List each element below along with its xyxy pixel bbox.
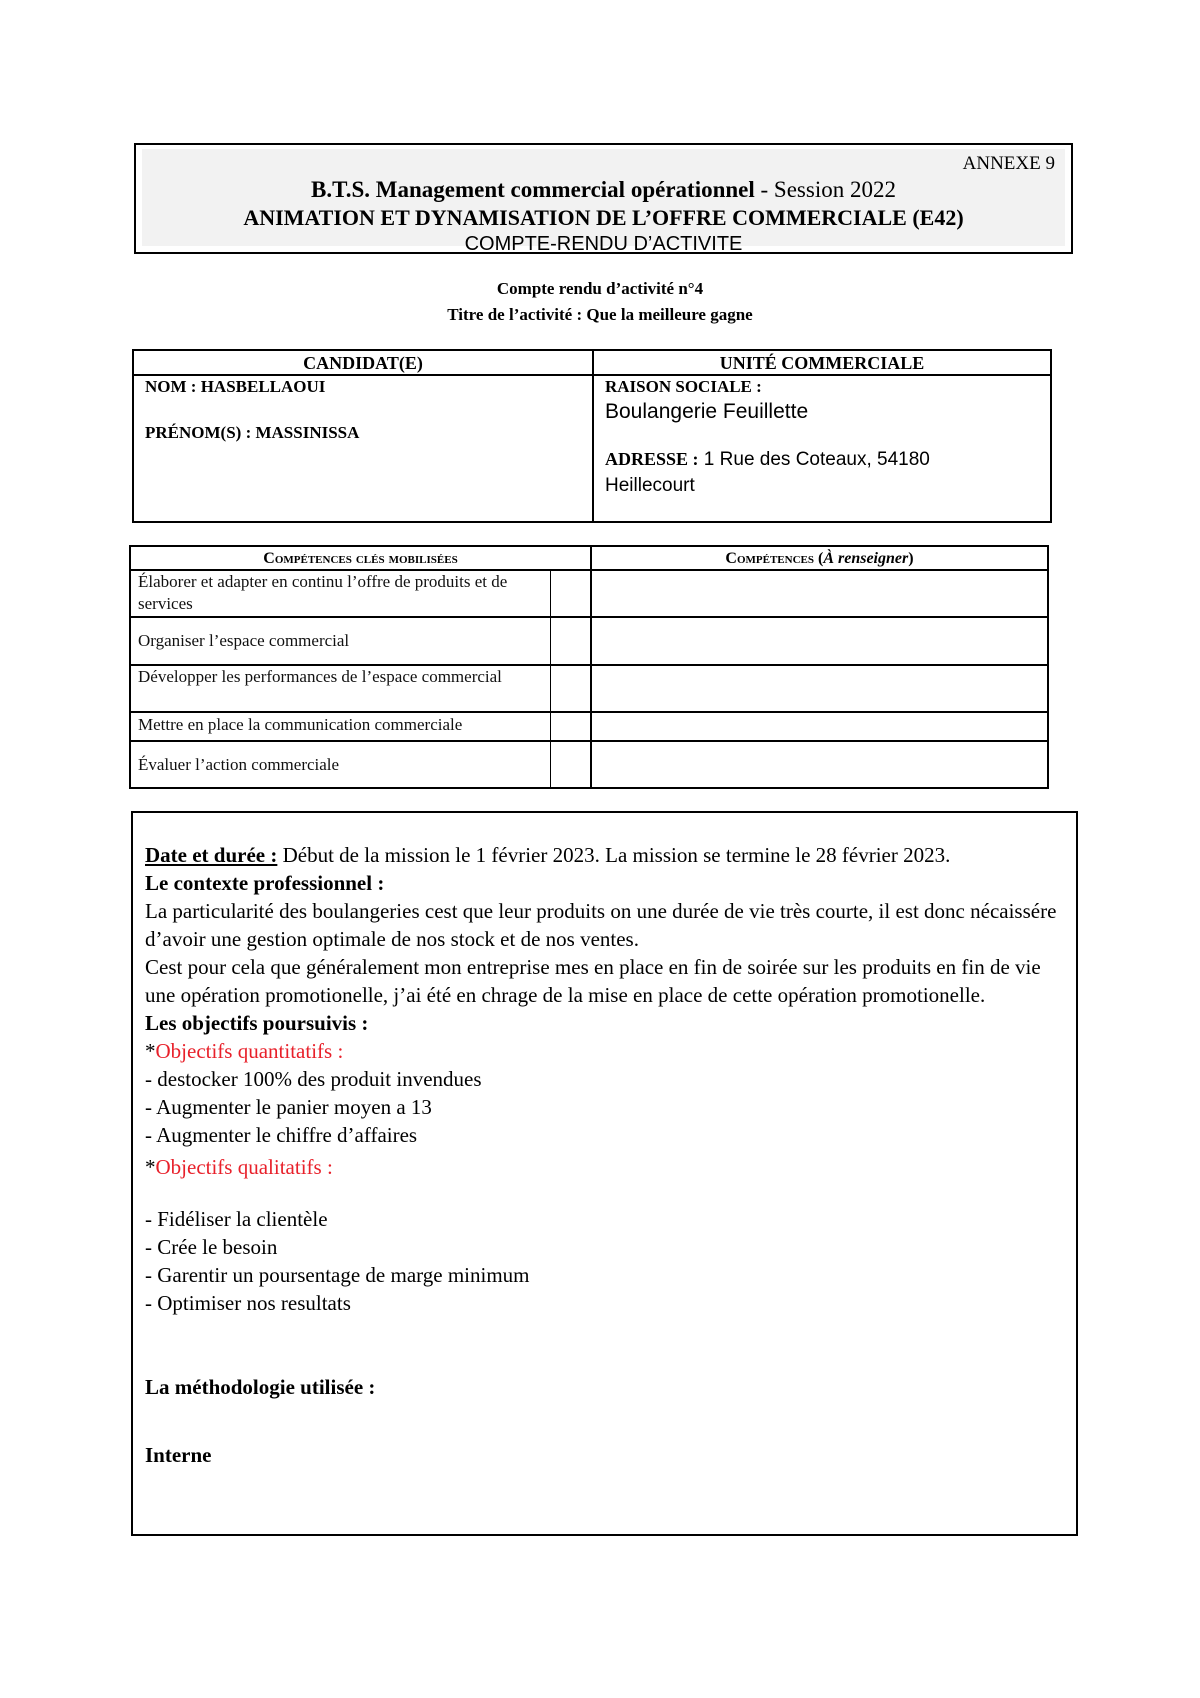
raison-sociale-label: RAISON SOCIALE :: [605, 377, 762, 396]
header-bts-line: [142, 177, 1065, 203]
competences-renseigner-header: [592, 550, 1047, 568]
date-text: Début de la mission le 1 février 2023. La mission se termine le 28 février 2023.: [277, 843, 951, 867]
paren-close: ): [908, 550, 914, 567]
prenom-field: PRÉNOM(S) : MASSINISSA: [145, 423, 360, 442]
header-doc-type: COMPTE-RENDU D’ACTIVITE: [464, 233, 743, 255]
competences-label: Compétences (: [725, 550, 824, 567]
quantitatifs-heading: [145, 1037, 1064, 1065]
candidat-header: CANDIDAT(E): [303, 353, 423, 373]
interne-heading: Interne: [145, 1443, 212, 1467]
adresse-ville: Heillecourt: [605, 475, 695, 496]
list-item: - Garentir un poursentage de marge minimum: [145, 1263, 530, 1287]
report-title: Compte rendu d’activité n°4: [496, 279, 704, 298]
table-divider: [592, 351, 594, 521]
quantitatifs-label: Objectifs quantitatifs :: [155, 1039, 344, 1063]
contexte-paragraph: La particularité des boulangeries cest que leur produits on une durée de vie très courte, il est donc nécaissére d’avoir une gestion optimale de nos stock et de nos ventes.: [145, 899, 1057, 951]
candidat-table: [132, 349, 1052, 523]
objectifs-heading: Les objectifs poursuivis :: [145, 1011, 369, 1035]
adresse-field: [605, 449, 930, 471]
competence-row: [131, 618, 1047, 666]
adresse-value: 1 Rue des Coteaux, 54180: [698, 449, 930, 470]
qualitatifs-heading: [145, 1153, 1064, 1181]
list-item: - Crée le besoin: [145, 1235, 278, 1259]
competence-row: [131, 742, 1047, 787]
asterisk: *: [145, 1155, 156, 1179]
adresse-label: ADRESSE :: [605, 449, 699, 469]
competence-row: [131, 713, 1047, 742]
spacer: [145, 1317, 1064, 1373]
competence-row: [131, 666, 1047, 713]
raison-sociale-value: Boulangerie Feuillette: [605, 400, 809, 423]
nom-field: NOM : HASBELLAOUI: [145, 377, 326, 396]
table-divider: [134, 374, 1050, 376]
competence-label: Mettre en place la communication commerciale: [138, 715, 463, 734]
spacer: [145, 1401, 1064, 1441]
competences-cles-header: [131, 550, 590, 568]
competence-label: Organiser l’espace commercial: [138, 631, 350, 650]
header-epreuve-title: ANIMATION ET DYNAMISATION DE L’OFFRE COMMERCIALE (E42): [243, 205, 964, 230]
contexte-paragraph: Cest pour cela que généralement mon entreprise mes en place en fin de soirée sur les produits en fin de vie une opération promotionelle, j’ai été en chrage de la mise en place de cette opération promotionelle.: [145, 955, 1041, 1007]
contexte-heading: Le contexte professionnel :: [145, 871, 385, 895]
asterisk: *: [145, 1039, 156, 1063]
list-item: - Augmenter le chiffre d’affaires: [145, 1123, 418, 1147]
qualitatifs-label: Objectifs qualitatifs :: [155, 1155, 333, 1179]
methodologie-heading: La méthodologie utilisée :: [145, 1375, 376, 1399]
competences-cles-label: Compétences clés mobilisées: [263, 550, 458, 567]
competence-label: Développer les performances de l’espace commercial: [138, 667, 502, 686]
session-label: - Session 2022: [754, 177, 896, 202]
date-label: Date et durée :: [145, 843, 278, 867]
list-item: - Augmenter le panier moyen a 13: [145, 1095, 432, 1119]
competence-row: [131, 571, 1047, 618]
unite-commerciale-header: UNITÉ COMMERCIALE: [719, 353, 925, 373]
main-content-box: [131, 811, 1078, 1536]
list-item: - destocker 100% des produit invendues: [145, 1067, 482, 1091]
bts-title: B.T.S. Management commercial opérationnel: [311, 177, 755, 202]
header-background: [142, 149, 1065, 255]
report-subtitle: Titre de l’activité : Que la meilleure gagne: [447, 305, 753, 324]
competences-table: [129, 545, 1049, 789]
competences-header-row: [131, 547, 1047, 571]
header-box: [134, 143, 1073, 254]
competence-label: Élaborer et adapter en continu l’offre de produits et de services: [138, 572, 508, 613]
competence-label: Évaluer l’action commerciale: [138, 755, 340, 774]
spacer: [145, 1181, 1064, 1205]
list-item: - Optimiser nos resultats: [145, 1291, 351, 1315]
annexe-label: ANNEXE 9: [962, 153, 1055, 174]
a-renseigner-label: À renseigner: [823, 550, 909, 567]
date-duree: [145, 841, 1064, 869]
list-item: - Fidéliser la clientèle: [145, 1207, 328, 1231]
main-content: [145, 841, 1064, 1469]
